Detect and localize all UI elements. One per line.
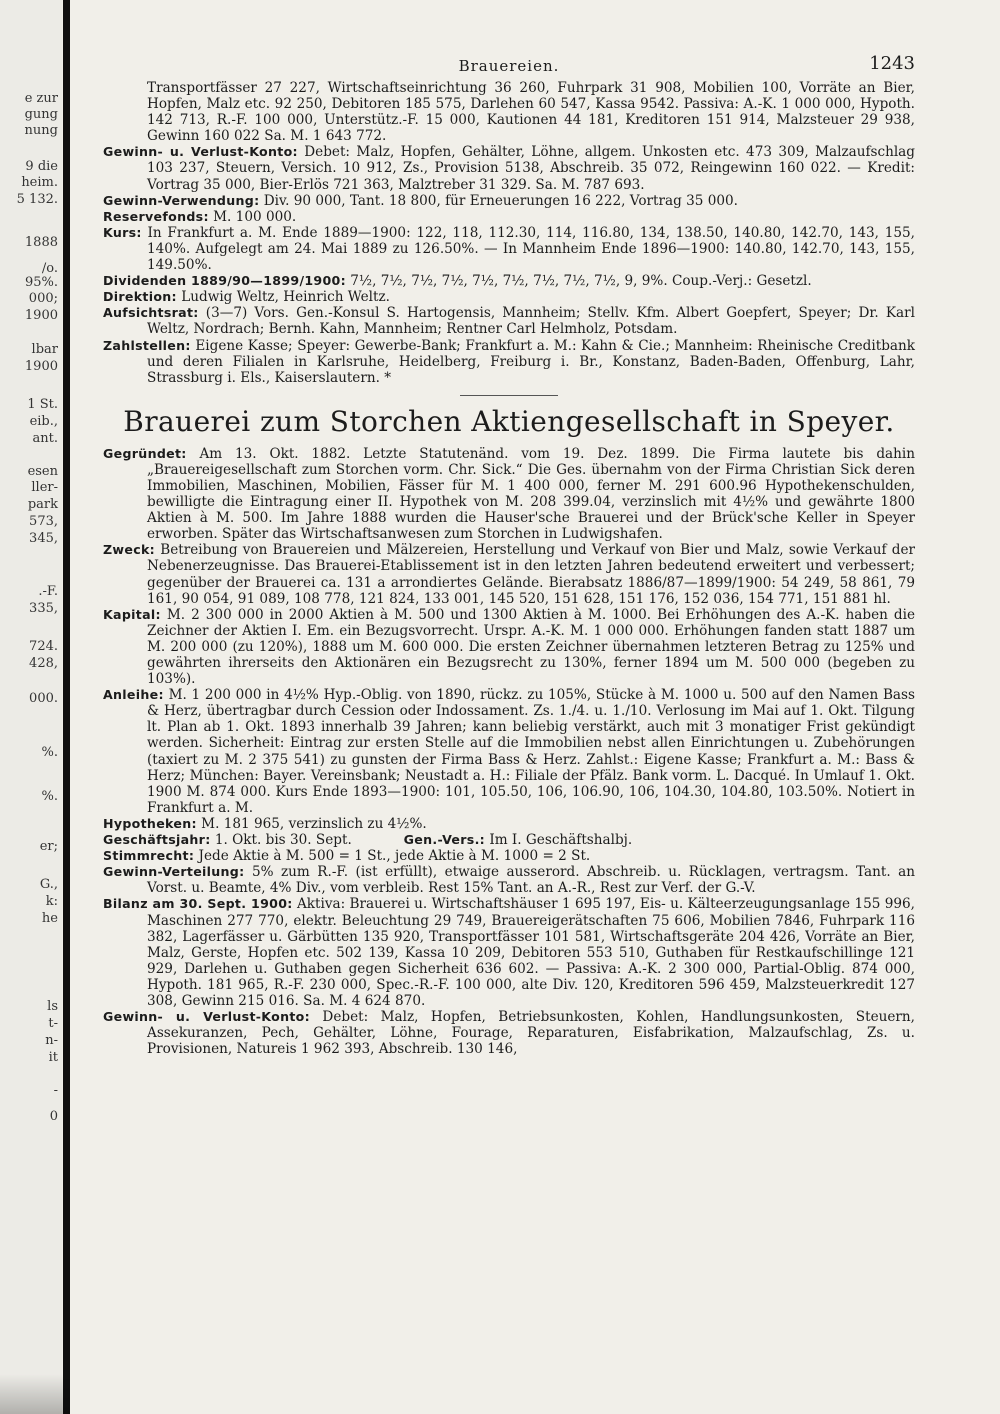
margin-fragment: 724.	[29, 639, 58, 654]
margin-fragment: 428,	[29, 656, 58, 671]
margin-fragment: n-	[45, 1033, 58, 1048]
entry-text: Jede Aktie à M. 500 = 1 St., jede Aktie à M. 1000 = 2 St.	[198, 848, 591, 865]
margin-fragment: ant.	[32, 431, 58, 446]
previous-balance-continuation: Transportfässer 27 227, Wirtschaftseinrichtung 36 260, Fuhrpark 31 908, Mobilien 100, Vorräte an Bier, Hopfen, Malz etc. 92 250, Debitoren 185 575, Darlehen 60 547, Kassa 9542. Passiva: A.-K. 1 000 000, Hypoth. 142 713, R.-F. 100 000, Unterstütz.-F. 15 000, Kautionen 44 181, Kreditoren 151 914, Malzsteuer 29 938, Gewinn 160 022 Sa. M. 1 643 772.	[147, 80, 915, 145]
previous-aufsichtsrat-entry	[103, 305, 915, 337]
entry-text: Im I. Geschäftshalbj.	[489, 832, 633, 849]
entry-text: M. 2 300 000 in 2000 Aktien à M. 500 und 1300 Aktien à M. 1000. Bei Erhöhungen des A.-K. haben die Zeichner der Aktien I. Em. ein Bezugsvorrecht. Urspr. A.-K. M. 1 000 000. Erhöhungen fanden statt 1887 um M. 200 000 (zu 120%), 1888 um M. 600 000. Die ersten Zeichner übernahmen letzteren Betrag zu 125% und gewährten ihrerseits den Aktionären ein Bezugsrecht zu 130%, ferner 1894 um M. 500 000 (begeben zu 103%).	[147, 606, 915, 688]
margin-fragment: 9 die	[25, 159, 58, 174]
entry-text: Betreibung von Brauereien und Mälzereien, Herstellung und Verkauf von Bier und Malz, sowie Verkauf der Nebenerzeugnisse. Das Brauerei-Etablissement ist in den letzten Jahren bedeutend erweitert und verbessert; gegenüber der Brauerei ca. 131 a arrondiertes Gelände. Bierabsatz 1886/87—1899/1900: 54 249, 58 861, 79 161, 90 054, 91 089, 108 778, 121 824, 133 001, 145 520, 151 628, 151 176, 152 036, 154 771, 151 881 hl.	[147, 542, 915, 607]
running-title: Brauereien.	[458, 57, 560, 75]
margin-fragment: t-	[48, 1016, 58, 1031]
entry-text: Ludwig Weltz, Heinrich Weltz.	[181, 289, 390, 306]
entry-label: Gewinn- u. Verlust-Konto:	[103, 144, 298, 160]
guv-entry	[103, 1009, 915, 1057]
page-content	[103, 52, 915, 1057]
entry-text: Debet: Malz, Hopfen, Gehälter, Löhne, allgem. Unkosten etc. 473 309, Malzaufschlag 103 237, Steuern, Versich. 10 912, Zs., Provision 5138, Abschreib. 35 072, Reingewinn 160 022. — Kredit: Vortrag 35 000, Bier-Erlös 721 363, Malztreber 31 329. Sa. M. 787 693.	[147, 144, 915, 193]
entry-label: Kurs:	[103, 224, 142, 240]
entry-label: Stimmrecht:	[103, 848, 195, 864]
margin-fragment: 1 St.	[27, 397, 58, 412]
previous-kurs-entry	[103, 225, 915, 273]
stimmrecht-entry	[103, 848, 915, 864]
entry-text: 1. Okt. bis 30. Sept.	[214, 832, 352, 849]
margin-fragment: 95%.	[24, 275, 58, 290]
margin-fragment: 000;	[28, 291, 58, 306]
entry-text: (3—7) Vors. Gen.-Konsul S. Hartogensis, Mannheim; Stellv. Kfm. Albert Goepfert, Speyer; Dr. Karl Weltz, Nordrach; Bernh. Kahn, Mannheim; Rentner Carl Helmholz, Potsdam.	[147, 305, 915, 338]
margin-fragment: 5 132.	[16, 192, 58, 207]
margin-fragment: heim.	[21, 175, 58, 190]
previous-gewinn-verwendung-entry	[103, 193, 915, 209]
margin-fragment: 345,	[29, 531, 58, 546]
kapital-entry	[103, 607, 915, 687]
margin-fragment: 1900	[24, 359, 58, 374]
entry-text: 7½, 7½, 7½, 7½, 7½, 7½, 7½, 7½, 7½, 9, 9%. Coup.-Verj.: Gesetzl.	[350, 273, 812, 290]
zweck-entry	[103, 542, 915, 606]
entry-label: Gewinn-Verwendung:	[103, 192, 260, 208]
margin-fragment: lbar	[31, 342, 58, 357]
entry-label: Zahlstellen:	[103, 337, 191, 353]
entry-text: Eigene Kasse; Speyer: Gewerbe-Bank; Frankfurt a. M.: Kahn & Cie.; Mannheim: Rheinische Creditbank und deren Filialen in Karlsruhe, Heidelberg, Freiburg i. Br., Konstanz, Baden-Baden, Offenburg, Lahr, Strassburg i. Els., Kaiserslautern. *	[147, 337, 915, 386]
entry-text: M. 100 000.	[213, 208, 297, 225]
previous-reservefonds-entry	[103, 209, 915, 225]
entry-label: Hypotheken:	[103, 815, 197, 831]
margin-fragment: nung	[24, 123, 58, 138]
section-divider	[460, 395, 558, 396]
margin-fragment: 1900	[24, 308, 58, 323]
margin-fragment: 573,	[29, 514, 58, 529]
margin-fragment: %.	[41, 789, 58, 804]
gewinn-verteilung-entry	[103, 864, 915, 896]
margin-fragment: 335,	[29, 601, 58, 616]
previous-dividenden-entry	[103, 273, 915, 289]
entry-text: Aktiva: Brauerei u. Wirtschaftshäuser 1 695 197, Eis- u. Kälteerzeugungsanlage 155 996, Maschinen 277 770, elektr. Beleuchtung 29 749, Brauereigerätschaften 75 606, Mobilien 7846, Fuhrpark 116 382, Lagerfässer u. Gärbütten 135 920, Transportfässer 101 581, Wirtschaftsgeräte 204 426, Vorräte an Bier, Malz, Gerste, Hopfen etc. 502 139, Kassa 10 209, Debitoren 553 510, Guthaben für Restkaufschillinge 121 929, Darlehen u. Guthaben gegen Sicherheit 636 602. — Passiva: A.-K. 2 300 000, Partial-Oblig. 874 000, Hypoth. 181 965, R.-F. 230 000, Spec.-R.-F. 100 000, alte Div. 120, Kreditoren 596 459, Malzsteuerkredit 127 308, Gewinn 215 016. Sa. M. 4 624 870.	[147, 896, 915, 1009]
entry-label: Aufsichtsrat:	[103, 305, 199, 321]
margin-fragment: er;	[39, 839, 58, 854]
entry-text: Div. 90 000, Tant. 18 800, für Erneuerungen 16 222, Vortrag 35 000.	[263, 192, 738, 209]
gegruendet-entry	[103, 446, 915, 543]
margin-fragment: %.	[41, 745, 58, 760]
entry-label: Bilanz am 30. Sept. 1900:	[103, 896, 293, 912]
entry-text: In Frankfurt a. M. Ende 1889—1900: 122, 118, 112.30, 114, 116.80, 134, 138.50, 140.80, 142.70, 143, 155, 140%. Aufgelegt am 24. Mai 1889 zu 126.50%. — In Mannheim Ende 1896—1900: 140.80, 142.70, 143, 155, 149.50%.	[147, 224, 915, 274]
margin-fragment: gung	[24, 107, 58, 122]
entry-label: Gegründet:	[103, 445, 187, 461]
hypotheken-entry	[103, 816, 915, 832]
margin-fragment: 0	[49, 1109, 58, 1124]
previous-zahlstellen-entry	[103, 338, 915, 386]
margin-fragment: it	[48, 1050, 58, 1065]
margin-fragment: 1888	[24, 235, 58, 250]
entry-label: Gewinn- u. Verlust-Konto:	[103, 1009, 310, 1025]
geschaeftsjahr-entry	[103, 832, 915, 848]
margin-fragment: eib.,	[29, 414, 58, 429]
entry-label: Direktion:	[103, 289, 177, 305]
entry-text: Am 13. Okt. 1882. Letzte Statutenänd. vom 19. Dez. 1899. Die Firma lautete bis dahin „Brauereigesellschaft zum Storchen vorm. Chr. Sick.“ Die Ges. übernahm von der Firma Christian Sick deren Immobilien, Maschinen, Mobilien, Fässer für M. 1 400 000, ferner M. 291 600.96 Hypothekenschulden, bewilligte die Eintragung einer II. Hypothek von M. 208 399.04, verzinslich mit 4½% und gewährte 1800 Aktien à M. 500. Im Jahre 1888 wurden die Hauser'sche Brauerei und der Brück'sche Keller in Speyer erworben. Später das Wirtschaftsanwesen zum Storchen in Ludwigshafen.	[147, 445, 915, 543]
entry-text: M. 181 965, verzinslich zu 4½%.	[201, 815, 427, 832]
entry-label: Reservefonds:	[103, 208, 209, 224]
entry-label: Zweck:	[103, 542, 155, 558]
entry-label: Geschäftsjahr:	[103, 832, 211, 848]
running-header	[103, 52, 915, 80]
previous-page-margin	[0, 0, 62, 1414]
margin-fragment: G.,	[39, 877, 58, 892]
margin-fragment: .-F.	[38, 584, 58, 599]
margin-fragment: /o.	[41, 261, 58, 276]
entry-text: Debet: Malz, Hopfen, Betriebsunkosten, Kohlen, Handlungsunkosten, Steuern, Assekuranzen, Pech, Gehälter, Löhne, Fourage, Reparaturen, Eisfabrikation, Malzaufschlag, Zs. u. Provisionen, Natureis 1 962 393, Abschreib. 130 146,	[147, 1009, 915, 1058]
margin-fragment: -	[53, 1083, 58, 1098]
entry-label: Anleihe:	[103, 687, 164, 703]
bilanz-entry	[103, 896, 915, 1009]
previous-guv-entry	[103, 144, 915, 192]
entry-label: Gen.-Vers.:	[403, 832, 486, 848]
scan-shadow	[0, 1374, 70, 1414]
page-binding-edge	[63, 0, 70, 1414]
entry-label: Dividenden 1889/90—1899/1900:	[103, 273, 346, 289]
company-title: Brauerei zum Storchen Aktiengesellschaft in Speyer.	[123, 404, 895, 438]
entry-label: Kapital:	[103, 606, 161, 622]
previous-direktion-entry	[103, 289, 915, 305]
margin-fragment: ller-	[31, 480, 58, 495]
margin-fragment: 000.	[29, 691, 58, 706]
entry-text: M. 1 200 000 in 4½% Hyp.-Oblig. von 1890, rückz. zu 105%, Stücke à M. 1000 u. 500 auf den Namen Bass & Herz, übertragbar durch Cession oder Indossament. Zs. 1./4. u. 1./10. Verlosung im Mai auf 1. Okt. Tilgung lt. Plan ab 1. Okt. 1893 innerhalb 39 Jahren; kann beliebig verstärkt, auch mit 3 monatiger Frist gekündigt werden. Sicherheit: Eintrag zur ersten Stelle auf die Immobilien nebst allen Einrichtungen u. Zubehörungen (taxiert zu M. 2 375 541) zu gunsten der Firma Bass & Herz. Zahlst.: Eigene Kasse; Frankfurt a. M.: Bass & Herz; München: Bayer. Vereinsbank; Neustadt a. H.: Filiale der Pfälz. Bank vorm. L. Dacqué. In Umlauf 1. Okt. 1900 M. 874 000. Kurs Ende 1893—1900: 101, 105.50, 106, 106.90, 106, 104.30, 104.80, 103.50%. Notiert in Frankfurt a. M.	[147, 687, 915, 816]
entry-text: 5% zum R.-F. (ist erfüllt), etwaige ausserord. Abschreib. u. Rücklagen, vertragsm. Tant. an Vorst. u. Beamte, 4% Div., vom verbleib. Rest 15% Tant. an A.-R., Rest zur Verf. der G.-V.	[147, 864, 915, 897]
entry-label: Gewinn-Verteilung:	[103, 864, 245, 880]
margin-fragment: e zur	[24, 91, 58, 106]
margin-fragment: he	[41, 911, 58, 926]
anleihe-entry	[103, 687, 915, 816]
margin-fragment: ls	[47, 999, 58, 1014]
margin-fragment: park	[27, 497, 58, 512]
page-number: 1243	[869, 53, 915, 74]
margin-fragment: k:	[45, 894, 58, 909]
margin-fragment: esen	[27, 464, 58, 479]
